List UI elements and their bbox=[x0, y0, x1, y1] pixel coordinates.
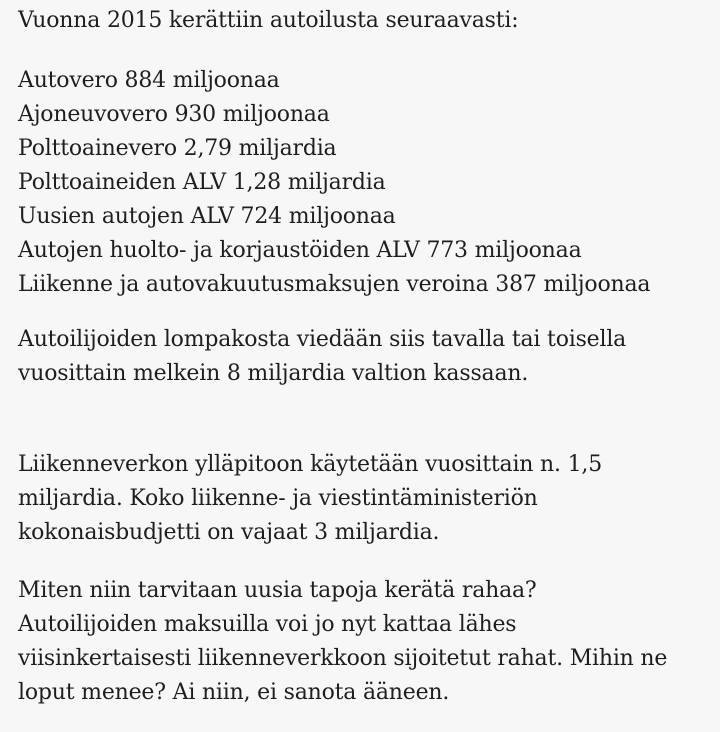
paragraph-line: vuosittain melkein 8 miljardia valtion kassaan. bbox=[18, 361, 529, 386]
paragraph-budget bbox=[18, 448, 602, 550]
paragraph-line: viisinkertaisesti liikenneverkkoon sijoitetut rahat. Mihin ne bbox=[18, 646, 668, 671]
paragraph-line: kokonaisbudjetti on vajaat 3 miljardia. bbox=[18, 520, 440, 545]
list-item: Liikenne ja autovakuutusmaksujen veroina 387 miljoonaa bbox=[18, 272, 651, 297]
list-item: Uusien autojen ALV 724 miljoonaa bbox=[18, 204, 396, 229]
paragraph-line: miljardia. Koko liikenne- ja viestintäministeriön bbox=[18, 486, 538, 511]
list-item: Polttoainevero 2,79 miljardia bbox=[18, 136, 337, 161]
tax-list bbox=[18, 64, 650, 302]
list-item: Autojen huolto- ja korjaustöiden ALV 773 miljoonaa bbox=[18, 238, 582, 263]
paragraph-question bbox=[18, 574, 667, 710]
paragraph-line: Miten niin tarvitaan uusia tapoja kerätä rahaa? bbox=[18, 578, 537, 603]
paragraph-line: Autoilijoiden lompakosta viedään siis tavalla tai toisella bbox=[18, 327, 627, 352]
paragraph-line: loput menee? Ai niin, ei sanota ääneen. bbox=[18, 680, 450, 705]
paragraph-line: Autoilijoiden maksuilla voi jo nyt kattaa lähes bbox=[18, 612, 517, 637]
list-item: Ajoneuvovero 930 miljoonaa bbox=[18, 102, 330, 127]
paragraph-line: Liikenneverkon ylläpitoon käytetään vuosittain n. 1,5 bbox=[18, 452, 603, 477]
paragraph-total bbox=[18, 323, 626, 391]
list-item: Autovero 884 miljoonaa bbox=[18, 68, 280, 93]
intro-text: Vuonna 2015 kerättiin autoilusta seuraavasti: bbox=[18, 8, 519, 33]
list-item: Polttoaineiden ALV 1,28 miljardia bbox=[18, 170, 386, 195]
